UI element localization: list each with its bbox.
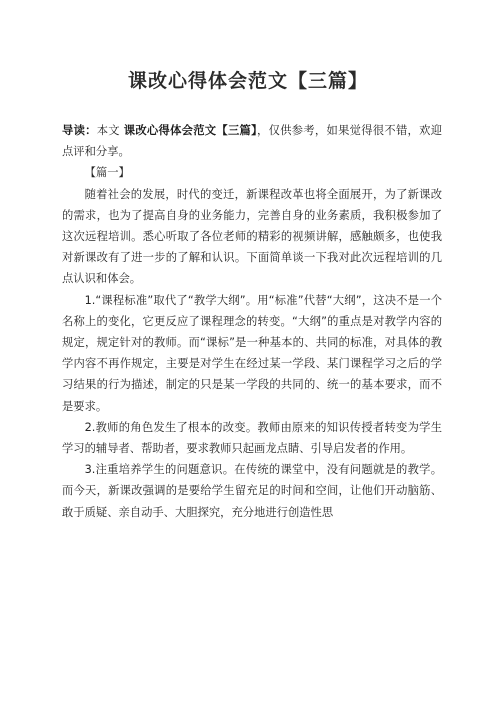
guide-suffix: ，仅供参考，如果觉得很不错，欢迎点评和分享。 [62,124,442,159]
body-paragraph-intro: 随着社会的发展，时代的变迁，新课程改革也将全面展开，为了新课改的需求，也为了提高自身的业务能力，完善自身的业务素质，我积极参加了这次远程培训。悉心听取了各位老师的精彩的视频讲解，感触颇多，也使我对新课改有了进一步的了解和认识。下面简单谈一下我对此次远程培训的几点认识和体会。 [62,187,442,286]
section-heading: 【篇一】 [84,166,130,180]
document-body [62,120,442,523]
guide-prefix: 本文 [96,124,124,137]
body-paragraph-point-3: 3.注重培养学生的问题意识。在传统的课堂中，没有问题就是的教学。而今天，新课改强调的是要给学生留充足的时间和空间，让他们开动脑筋、敢于质疑、亲自动手、大胆探究，充分地进行创造性思 [62,463,442,519]
body-paragraph-point-2: 2.教师的角色发生了根本的改变。教师由原来的知识传授者转变为学生学习的辅导者、帮助者，要求教师只起画龙点睛、引导启发者的作用。 [62,420,442,456]
guide-article-title: 课改心得体会范文【三篇】 [123,124,258,137]
document-title: 课改心得体会范文【三篇】 [127,70,368,92]
guide-label: 导读： [62,124,97,137]
guide-paragraph [62,120,442,162]
body-paragraph-point-1: 1.“课程标准”取代了“教学大纲”。用“标准”代替“大纲”，这决不是一个名称上的变化，它更反应了课程理念的转变。“大纲”的重点是对教学内容的规定，规定针对的教师。而“课标”是一种基本的、共同的标准，对具体的教学内容不再作规定，主要是对学生在经过某一学段、某门课程学习之后的学习结果的行为描述，制定的只是某一学段的共同的、统一的基本要求，而不是要求。 [62,293,442,413]
